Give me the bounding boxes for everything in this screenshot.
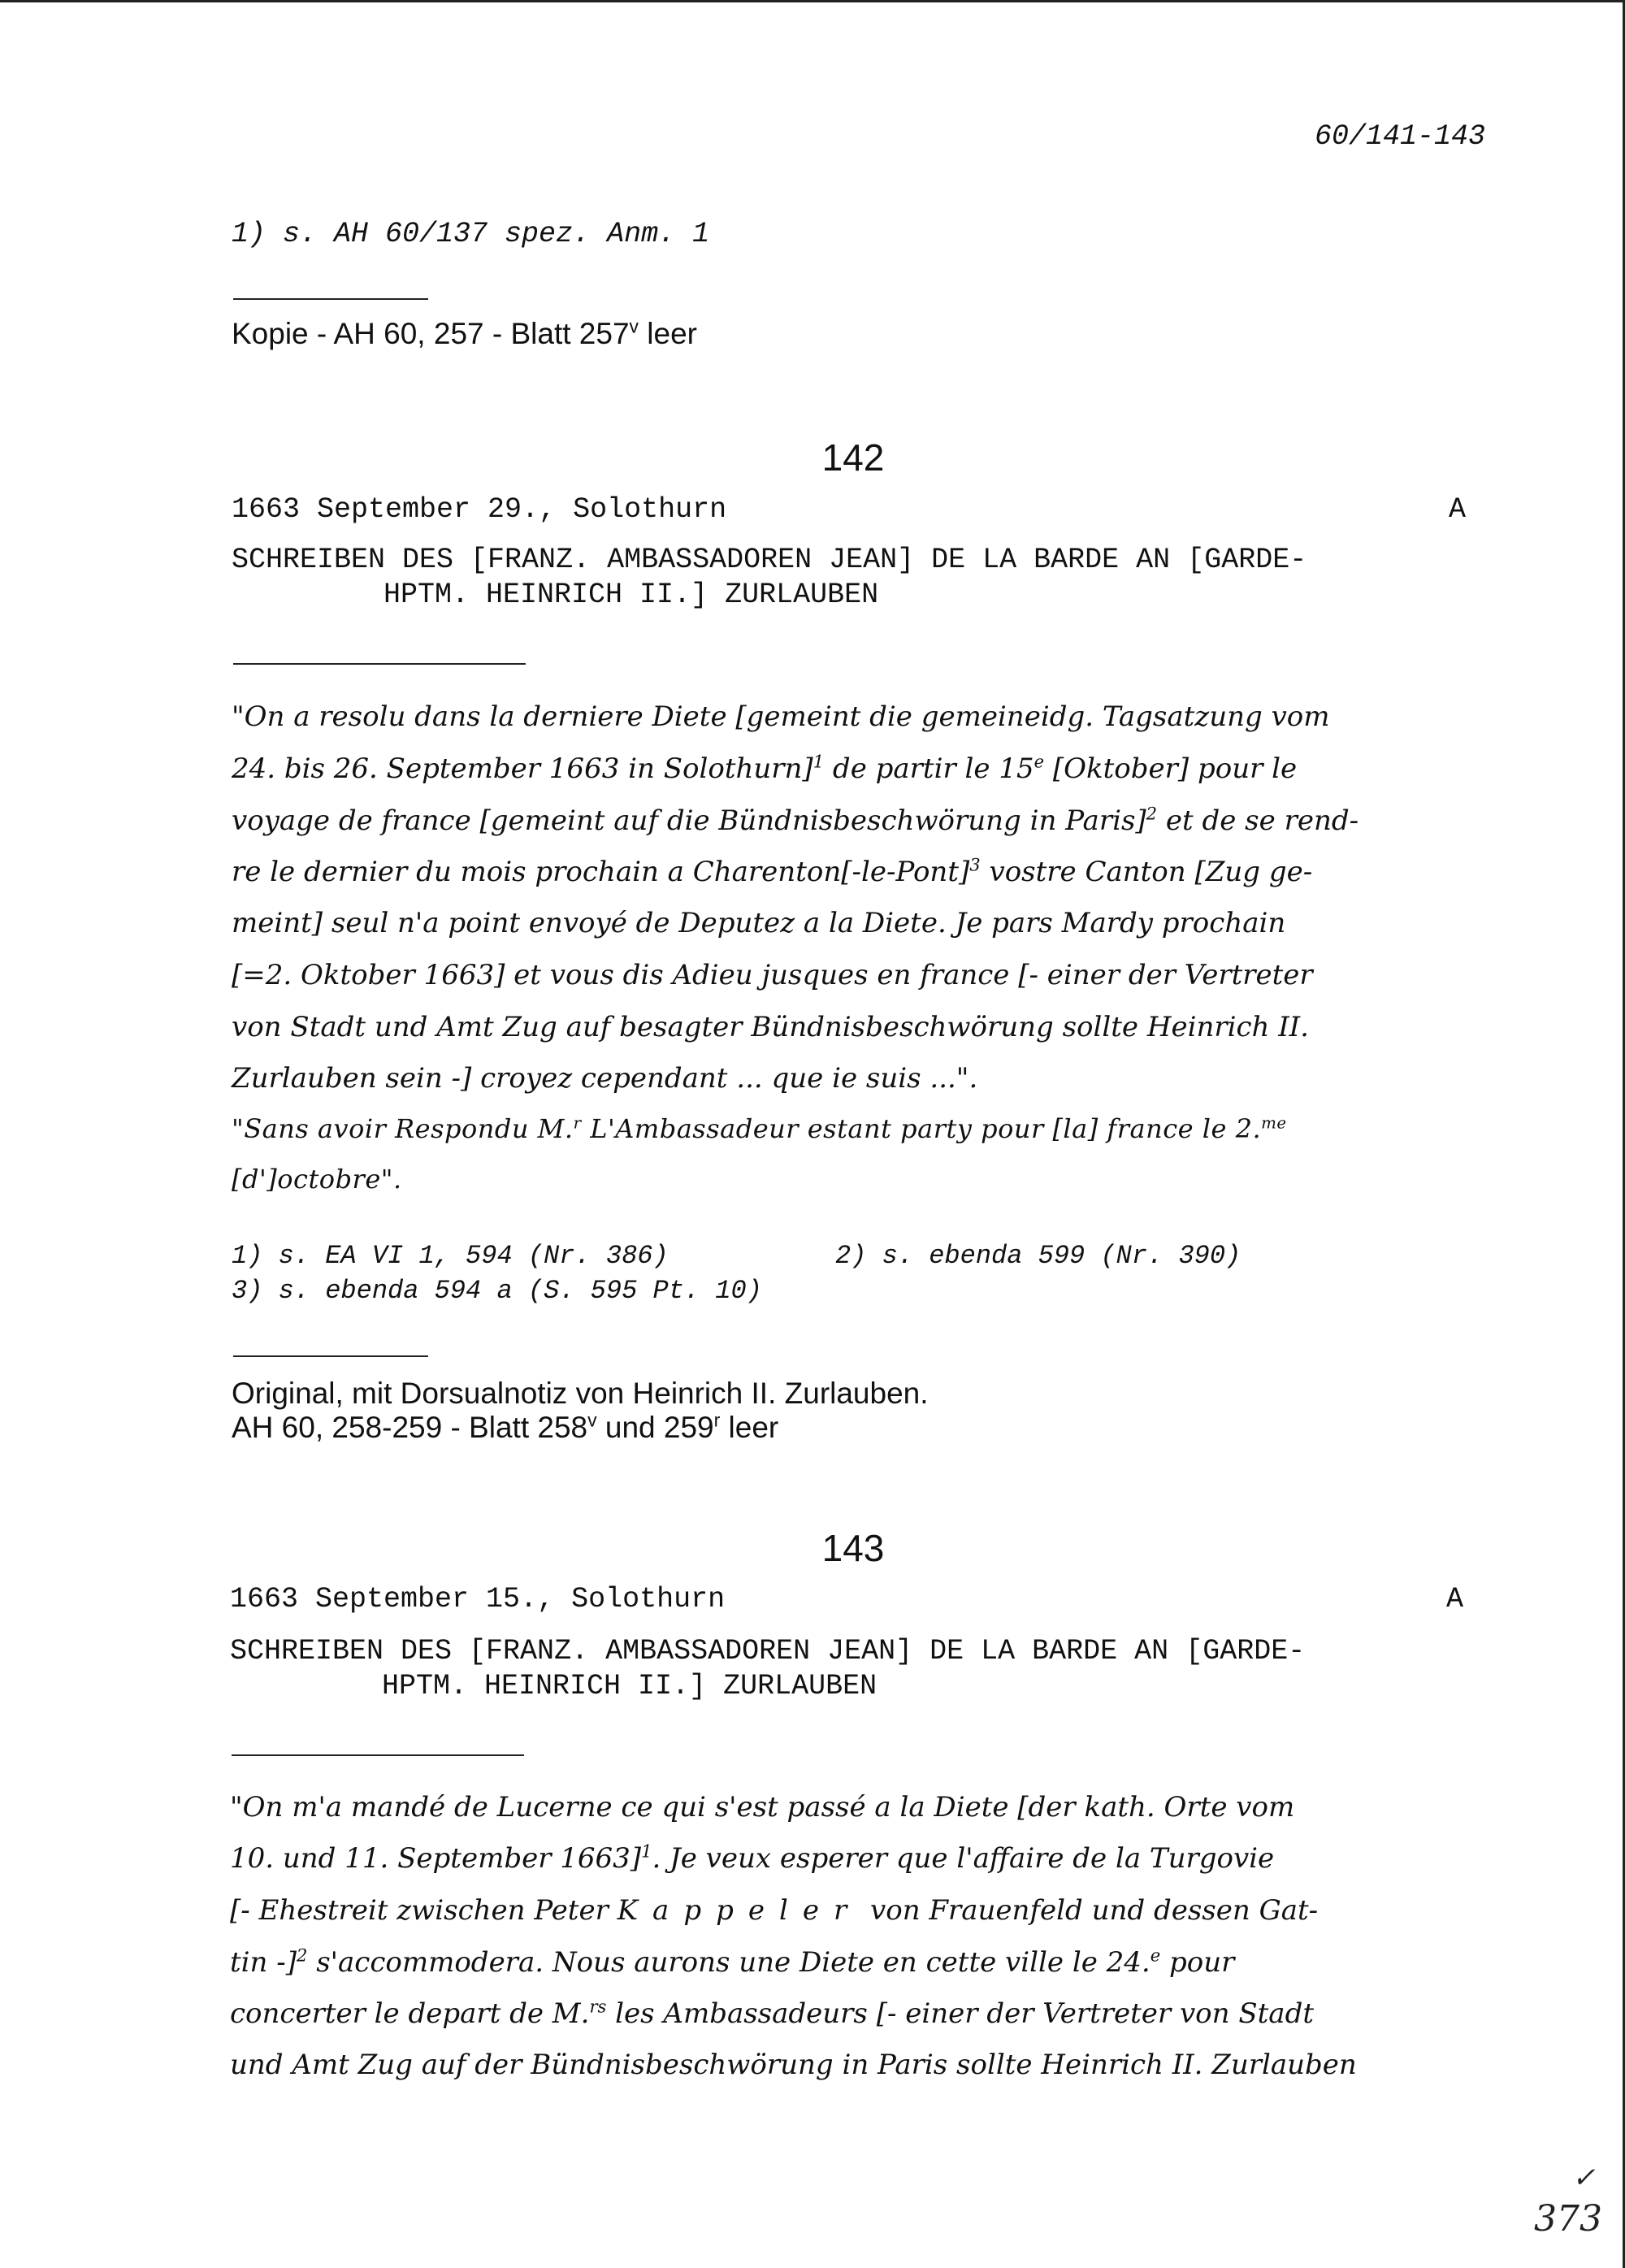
doc-142-text-line: [=2. Oktober 1663] et vous dis Adieu jusques en france [- einer der Vertreter xyxy=(232,959,1313,991)
doc-143-text-line: und Amt Zug auf der Bündnisbeschwörung in Paris sollte Heinrich II. Zurlauben xyxy=(230,2049,1357,2081)
doc-142-text-line: "On a resolu dans la derniere Diete [gemeint die gemeineidg. Tagsatzung vom xyxy=(232,700,1330,733)
check-mark-icon: ✓ xyxy=(1572,2162,1596,2194)
doc-142-title-line-2: HPTM. HEINRICH II.] ZURLAUBEN xyxy=(384,579,879,611)
doc-143-text-line: tin -]$^2$ s'accommodera. Nous aurons une Diete en cette ville le 24.$^e$ pour xyxy=(230,1945,1235,1979)
spaced-name: Kappeler xyxy=(617,1894,862,1927)
page-border-top xyxy=(0,0,1625,2)
doc-142-number: 142 xyxy=(821,436,885,479)
doc-143-text-line: concerter le depart de M.$^{rs}$ les Ambassadeurs [- einer der Vertreter von Stadt xyxy=(230,1996,1314,2030)
doc-142-source-line: Original, mit Dorsualnotiz von Heinrich II. Zurlauben. xyxy=(232,1377,929,1410)
doc-142-text-line: von Stadt und Amt Zug auf besagter Bündnisbeschwörung sollte Heinrich II. xyxy=(232,1011,1309,1043)
doc-142-date-place: 1663 September 29., Solothurn xyxy=(232,493,727,526)
handwritten-page-number: 373 xyxy=(1534,2198,1602,2240)
doc-143-title-line-2: HPTM. HEINRICH II.] ZURLAUBEN xyxy=(382,1670,878,1702)
divider xyxy=(232,1754,524,1756)
doc-143-text-line: 10. und 11. September 1663]$^1$. Je veux esperer que l'affaire de la Turgovie xyxy=(230,1841,1275,1875)
doc-143-text-line: "On m'a mandé de Lucerne ce qui s'est passé a la Diete [der kath. Orte vom xyxy=(230,1791,1295,1824)
doc-142-text-line: re le dernier du mois prochain a Charenton[-le-Pont]$^3$ vostre Canton [Zug ge- xyxy=(232,854,1313,888)
doc-142-dorsal-note: [d']octobre". xyxy=(232,1164,402,1195)
doc-143-text-line: [- Ehestreit zwischen Peter Kappeler von Frauenfeld und dessen Gat- xyxy=(230,1894,1319,1927)
doc-142-footnote: 2) s. ebenda 599 (Nr. 390) xyxy=(835,1241,1242,1271)
doc-142-dorsal-note: "Sans avoir Respondu M.$^r$ L'Ambassadeur estant party pour [la] france le 2.$^{me}$ xyxy=(232,1113,1287,1144)
doc-142-text-line: Zurlauben sein -] croyez cependant ... que ie suis ...". xyxy=(232,1062,978,1095)
page-reference: 60/141-143 xyxy=(1315,120,1486,153)
doc-142-letter: A xyxy=(1449,493,1467,526)
divider xyxy=(233,298,428,300)
doc-142-text-line: voyage de france [gemeint auf die Bündnisbeschwörung in Paris]$^2$ et de se rend- xyxy=(232,803,1359,837)
divider xyxy=(233,1355,428,1357)
doc-142-text-line: 24. bis 26. September 1663 in Solothurn]$^1$ de partir le 15e [Oktober] pour le xyxy=(232,751,1298,785)
doc-143-letter: A xyxy=(1446,1583,1464,1615)
prev-copy-line: Kopie - AH 60, 257 - Blatt 257$^v$ leer xyxy=(232,315,697,350)
doc-143-title-line-1: SCHREIBEN DES [FRANZ. AMBASSADOREN JEAN] DE LA BARDE AN [GARDE- xyxy=(230,1635,1306,1667)
doc-142-title-line-1: SCHREIBEN DES [FRANZ. AMBASSADOREN JEAN] DE LA BARDE AN [GARDE- xyxy=(232,544,1307,576)
doc-142-footnote: 1) s. EA VI 1, 594 (Nr. 386) xyxy=(232,1241,669,1271)
doc-142-source-line: AH 60, 258-259 - Blatt 258$^v$ und 259$^r$ leer xyxy=(232,1409,779,1444)
divider xyxy=(233,663,526,665)
doc-142-text-line: meint] seul n'a point envoyé de Deputez a la Diete. Je pars Mardy prochain xyxy=(232,907,1286,939)
doc-143-date-place: 1663 September 15., Solothurn xyxy=(230,1583,726,1615)
prev-footnote: 1) s. AH 60/137 spez. Anm. 1 xyxy=(232,218,710,250)
doc-142-footnote: 3) s. ebenda 594 a (S. 595 Pt. 10) xyxy=(232,1276,762,1306)
doc-143-number: 143 xyxy=(821,1527,885,1569)
